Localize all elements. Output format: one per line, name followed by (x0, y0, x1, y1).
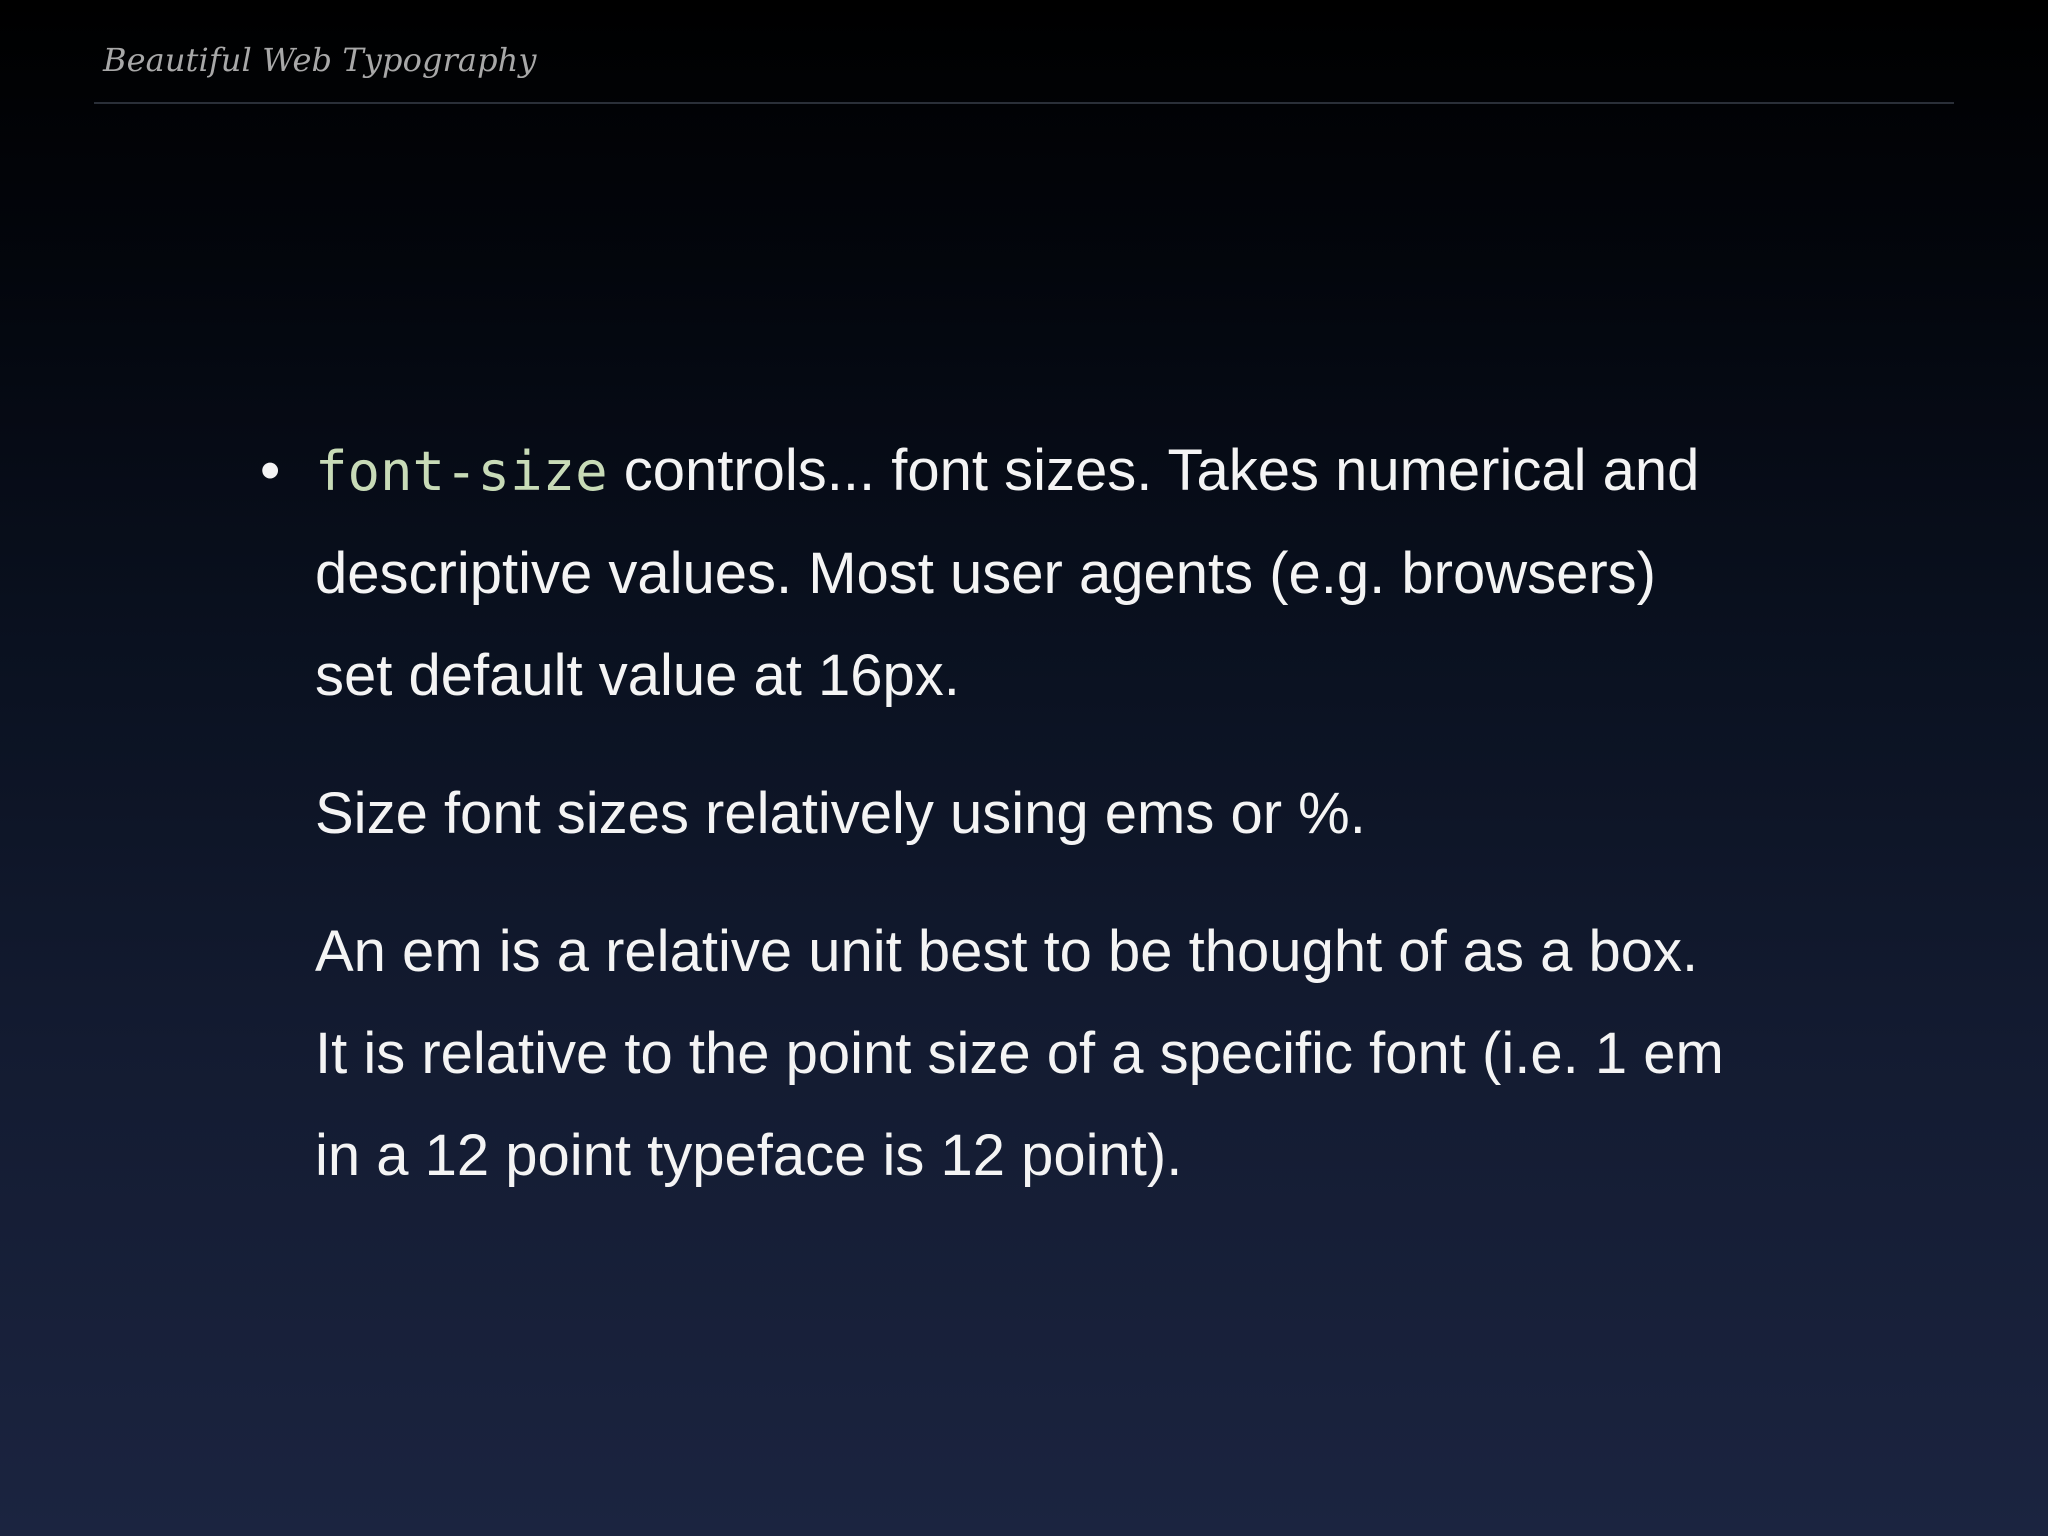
slide-content (260, 420, 1740, 1243)
size-guidance-paragraph: Size font sizes relatively using ems or %. (315, 781, 1366, 846)
bullet-item (260, 420, 1740, 727)
bullet-text: controls... font sizes. Takes numerical and descriptive values. Most user agents (e.g. browsers) set default value at 16px. (315, 438, 1700, 708)
css-property-code: font-size (315, 440, 608, 503)
slide-header-title: Beautiful Web Typography (103, 41, 537, 79)
em-definition-paragraph: An em is a relative unit best to be thought of as a box. It is relative to the point size of a specific font (i.e. 1 em in a 12 point typeface is 12 point). (315, 919, 1724, 1188)
header-divider (94, 102, 1954, 104)
bullet-marker: • (260, 438, 281, 503)
